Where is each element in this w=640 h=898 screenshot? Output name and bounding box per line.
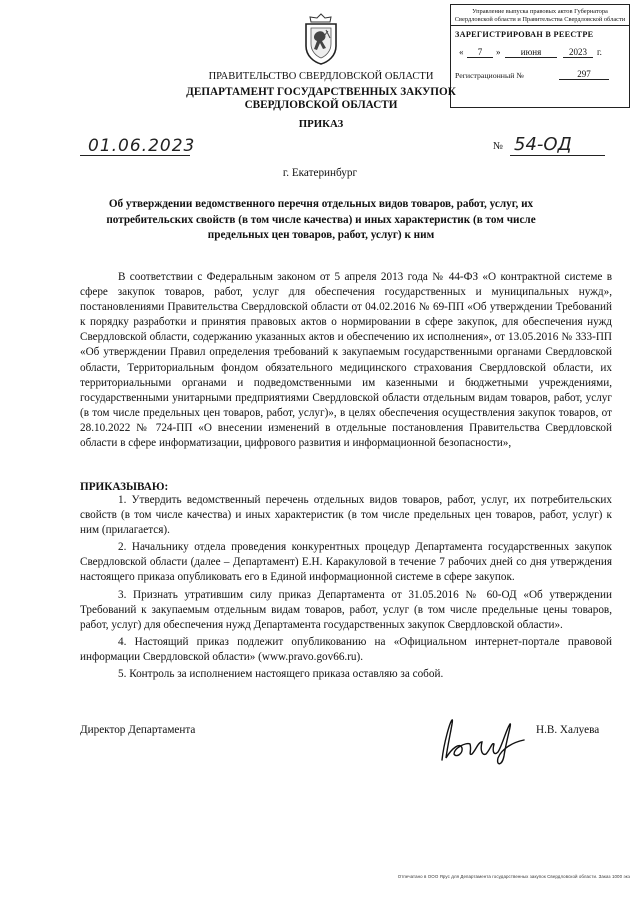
order-item: 2. Начальнику отдела проведения конкурентных процедур Департамента государственных закупок Свердловской области (далее – Департамент) Е.Н. Каракуловой в течение 7 рабочих дней со дня утверждения настоящего приказа опубликовать его в Единой информационной системе в сфере закупок. (80, 541, 612, 584)
coat-of-arms-icon (300, 12, 342, 66)
department-name-line2: СВЕРДЛОВСКОЙ ОБЛАСТИ (244, 98, 398, 111)
order-items (80, 493, 612, 684)
stamp-date-day: 7 (467, 47, 493, 58)
stamp-date (451, 39, 629, 61)
stamp-date-open-quote: « (459, 47, 464, 58)
order-item: 3. Признать утратившим силу приказ Департамента от 31.05.2016 № 60-ОД «Об утверждении Требований к закупаемым отдельным видам товаров, работ, услуг (в том числе предельные цены товаров, работ, услуг) для обеспечения нужд Департамента государственных закупок Свердловской области». (80, 588, 612, 631)
doc-type: ПРИКАЗ (298, 118, 344, 130)
signer-name: Н.В. Халуева (536, 724, 600, 736)
stamp-reg-label: Регистрационный № (455, 71, 524, 81)
handwritten-date: 01.06.2023 (88, 136, 196, 156)
order-item: 5. Контроль за исполнением настоящего приказа оставляю за собой. (118, 668, 444, 681)
stamp-date-year: 2023 (563, 47, 593, 58)
handwritten-doc-number: 54-ОД (514, 134, 572, 155)
doc-number-label: № (493, 141, 504, 152)
handwritten-signature (432, 712, 532, 768)
stamp-reg-value: 297 (559, 69, 609, 80)
date-underline (80, 155, 190, 156)
preamble-paragraph: В соответствии с Федеральным законом от 5 апреля 2013 года № 44-ФЗ «О контрактной системе в сфере закупок товаров, работ, услуг для обеспечения государственных и муниципальных нужд», постановлениями Правительства Свердловской области от 04.02.2016 № 69-ПП «Об утверждении Требований к порядку разработки и принятия правовых актов о нормировании в сфере закупок, для обеспечения нужд Свердловской области, содержанию указанных актов и обеспечению их исполнения», от 13.05.2016 № 333-ПП «Об утверждении Правил определения требований к закупаемым государственными органами Свердловской области, Территориальным фондом обязательного медицинского страхования Свердловской области, их территориальными органами и подведомственными им казенными и бюджетными учреждениями, государственными унитарными предприятиями Свердловской области отдельным видам товаров, работ, услуг (в том числе предельных цен товаров, работ, услуг)», в целях обеспечения осуществления закупок товаров, от 28.10.2022 № 724-ПП «О внесении изменений в отдельные постановления Правительства Свердловской области в сфере информатизации, цифрового развития и информационной безопасности», (80, 271, 612, 450)
order-item: 4. Настоящий приказ подлежит опубликованию на «Официальном интернет-портале правовой информации Свердловской области» (www.pravo.gov66.ru). (80, 635, 612, 663)
department-name (160, 86, 482, 111)
stamp-header: Управление выпуска правовых актов Губернатора Свердловской области и Правительства Свердловской области (451, 5, 629, 26)
city: г. Екатеринбург (282, 167, 358, 179)
stamp-date-month: июня (505, 47, 557, 58)
stamp-date-close-quote: » (496, 47, 501, 58)
number-underline (510, 155, 605, 156)
government-name: ПРАВИТЕЛЬСТВО СВЕРДЛОВСКОЙ ОБЛАСТИ (208, 71, 434, 82)
doc-title: Об утверждении ведомственного перечня отдельных видов товаров, работ, услуг, их потребительских свойств (в том числе качества) и иных характеристик (в том числе предельных цен товаров, работ, услуг) к ним (106, 198, 536, 242)
stamp-title: ЗАРЕГИСТРИРОВАН В РЕЕСТРЕ (455, 30, 594, 40)
print-footer: Отпечатано в ООО Ярус для Департамента государственных закупок Свердловской области. Заказ 1000 экз (397, 874, 630, 879)
order-item: 1. Утвердить ведомственный перечень отдельных видов товаров, работ, услуг, их потребительских свойств (в том числе качества) и иных характеристик (в том числе предельных цен товаров, работ, услуг) к ним (прилагается). (80, 494, 612, 537)
orders-heading: ПРИКАЗЫВАЮ: (80, 481, 169, 493)
signer-position: Директор Департамента (80, 724, 196, 736)
stamp-date-year-suffix: г. (597, 47, 602, 58)
department-name-line1: ДЕПАРТАМЕНТ ГОСУДАРСТВЕННЫХ ЗАКУПОК (186, 86, 456, 98)
